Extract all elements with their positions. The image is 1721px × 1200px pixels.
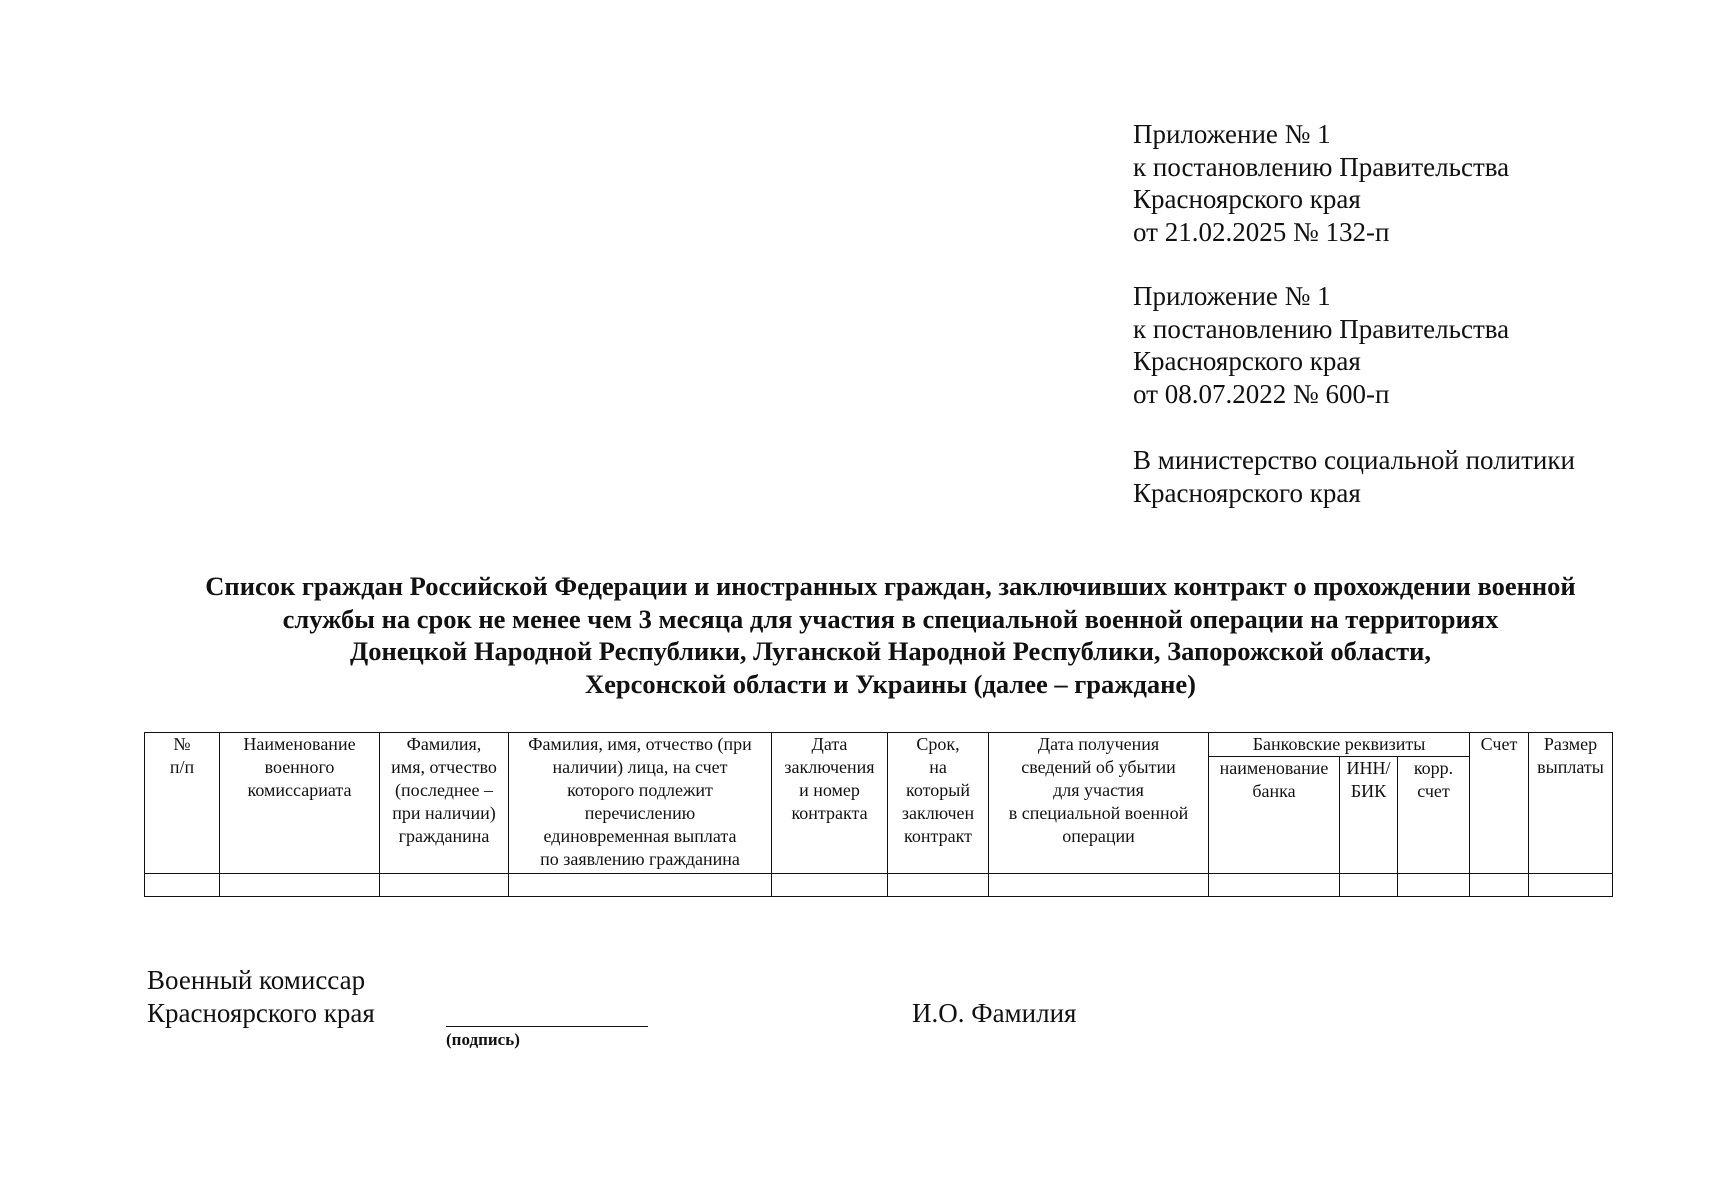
table-cell <box>380 874 509 897</box>
document-title-line: службы на срок не менее чем 3 месяца для участия в специальной военной операции на территориях <box>282 603 1499 634</box>
appendix-current-block <box>1133 118 1509 248</box>
appendix-current-line: к постановлению Правительства <box>1133 151 1510 182</box>
header-inn-bik: ИНН/ БИК <box>1340 757 1398 874</box>
table-cell <box>1529 874 1613 897</box>
appendix-original-line: Красноярского края <box>1133 346 1361 376</box>
table-row <box>145 874 1613 897</box>
header-citizen-name: Фамилия, имя, отчество (последнее – при наличии) гражданина <box>380 733 509 874</box>
appendix-original-block <box>1133 280 1509 410</box>
table-cell <box>989 874 1209 897</box>
signer-name: И.О. Фамилия <box>912 998 1077 1028</box>
citizens-table <box>144 732 1613 897</box>
header-bank-details: Банковские реквизиты <box>1209 733 1470 757</box>
table-cell <box>220 874 380 897</box>
header-contract: Дата заключения и номер контракта <box>772 733 888 874</box>
header-payment-amount: Размер выплаты <box>1529 733 1613 874</box>
header-payee-name: Фамилия, имя, отчество (при наличии) лица, на счет которого подлежит перечислению единовременная выплата по заявлению гражданина <box>509 733 772 874</box>
appendix-current-line: от 21.02.2025 № 132-п <box>1133 216 1390 247</box>
header-term: Срок, на который заключен контракт <box>888 733 989 874</box>
appendix-original-line: Приложение № 1 <box>1133 281 1331 311</box>
addressee-line: В министерство социальной политики <box>1133 445 1575 475</box>
header-commissariat: Наименование военного комиссариата <box>220 733 380 874</box>
table-header-row <box>145 733 1613 757</box>
table-cell <box>1470 874 1529 897</box>
document-title-line: Херсонской области и Украины (далее – граждане) <box>584 668 1196 699</box>
document-title-line: Список граждан Российской Федерации и иностранных граждан, заключивших контракт о прохождении военной <box>205 571 1576 601</box>
addressee-block <box>1133 444 1575 509</box>
signer-title-line: Военный комиссар <box>147 965 366 995</box>
header-corr-account: корр. счет <box>1398 757 1470 874</box>
table-cell <box>1398 874 1470 897</box>
appendix-original-line: к постановлению Правительства <box>1133 313 1510 344</box>
header-number: № п/п <box>145 733 220 874</box>
header-bank-name: наименование банка <box>1209 757 1340 874</box>
table-cell <box>509 874 772 897</box>
table-cell <box>772 874 888 897</box>
signature-caption: (подпись) <box>446 1030 520 1049</box>
table-cell <box>1340 874 1398 897</box>
appendix-original-line: от 08.07.2022 № 600-п <box>1133 378 1390 409</box>
table-cell <box>888 874 989 897</box>
header-departure-date: Дата получения сведений об убытии для участия в специальной военной операции <box>989 733 1209 874</box>
table-cell <box>1209 874 1340 897</box>
header-account: Счет <box>1470 733 1529 874</box>
document-title <box>80 570 1701 700</box>
table-cell <box>145 874 220 897</box>
signer-title <box>147 964 375 1029</box>
appendix-current-line: Красноярского края <box>1133 184 1361 214</box>
appendix-current-line: Приложение № 1 <box>1133 119 1331 149</box>
signature-line <box>446 1026 648 1027</box>
document-title-line: Донецкой Народной Республики, Луганской Народной Республики, Запорожской области, <box>349 636 1432 666</box>
signer-title-line: Красноярского края <box>147 997 375 1028</box>
addressee-line: Красноярского края <box>1133 477 1361 508</box>
